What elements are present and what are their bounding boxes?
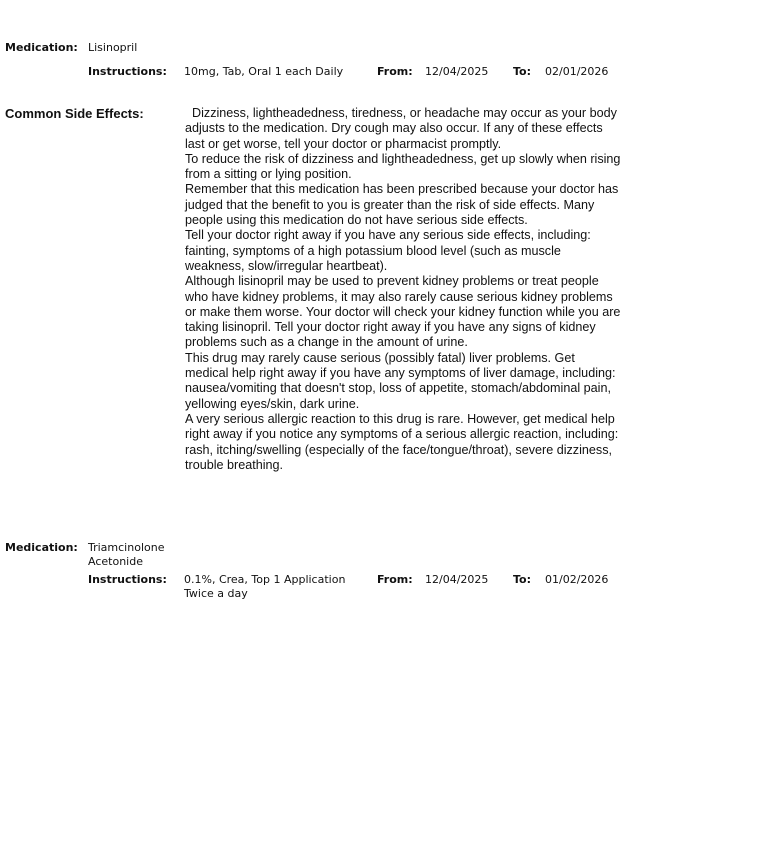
to-label: To:: [513, 65, 531, 78]
side-effects-paragraph: This drug may rarely cause serious (possibly fatal) liver problems. Get medical help right away if you have any symptoms of liver damage, including: nausea/vomiting that doesn't stop, loss of appetite, stomach/abdominal pain, yellowing eyes/skin, dark urine.: [185, 350, 616, 411]
medication-label: Medication:: [5, 41, 78, 54]
side-effects-paragraph: Tell your doctor right away if you have any serious side effects, including: fainting, symptoms of a high potassium blood level (such as muscle weakness, slow/irregular heartbeat).: [185, 228, 591, 273]
instructions-label: Instructions:: [88, 573, 167, 586]
to-label: To:: [513, 573, 531, 586]
side-effects-text: [185, 106, 621, 473]
side-effects-paragraph: Although lisinopril may be used to prevent kidney problems or treat people who have kidney problems, it may also rarely cause serious kidney problems or make them worse. Your doctor will check your kidney function while you are taking lisinopril. Tell your doctor right away if you have any signs of kidney problems such as a change in the amount of urine.: [185, 274, 621, 350]
from-label: From:: [377, 573, 413, 586]
from-date: 12/04/2025: [425, 573, 489, 586]
side-effects-paragraph: A very serious allergic reaction to this drug is rare. However, get medical help right away if you notice any symptoms of a serious allergic reaction, including: rash, itching/swelling (especially of the face/tongue/throat), severe dizziness, trouble breathing.: [185, 411, 619, 472]
side-effects-paragraph: To reduce the risk of dizziness and lightheadedness, get up slowly when rising from a sitting or lying position.: [185, 151, 621, 182]
medication-label: Medication:: [5, 541, 78, 554]
side-effects-label: Common Side Effects:: [5, 106, 144, 121]
to-date: 02/01/2026: [545, 65, 609, 78]
to-date: 01/02/2026: [545, 573, 609, 586]
from-date: 12/04/2025: [425, 65, 489, 78]
medication-name: Triamcinolone Acetonide: [88, 541, 165, 568]
instructions-value: 10mg, Tab, Oral 1 each Daily: [184, 65, 344, 78]
instructions-label: Instructions:: [88, 65, 167, 78]
side-effects-paragraph: Remember that this medication has been prescribed because your doctor has judged that the benefit to you is greater than the risk of side effects. Many people using this medication do not have serious side effects.: [185, 182, 619, 228]
instructions-value: 0.1%, Crea, Top 1 Application Twice a day: [184, 573, 346, 600]
from-label: From:: [377, 65, 413, 78]
medication-name: Lisinopril: [88, 41, 138, 54]
side-effects-paragraph: Dizziness, lightheadedness, tiredness, or headache may occur as your body adjusts to the medication. Dry cough may also occur. If any of these effects last or get worse, tell your doctor or pharmacist promptly.: [185, 106, 617, 151]
